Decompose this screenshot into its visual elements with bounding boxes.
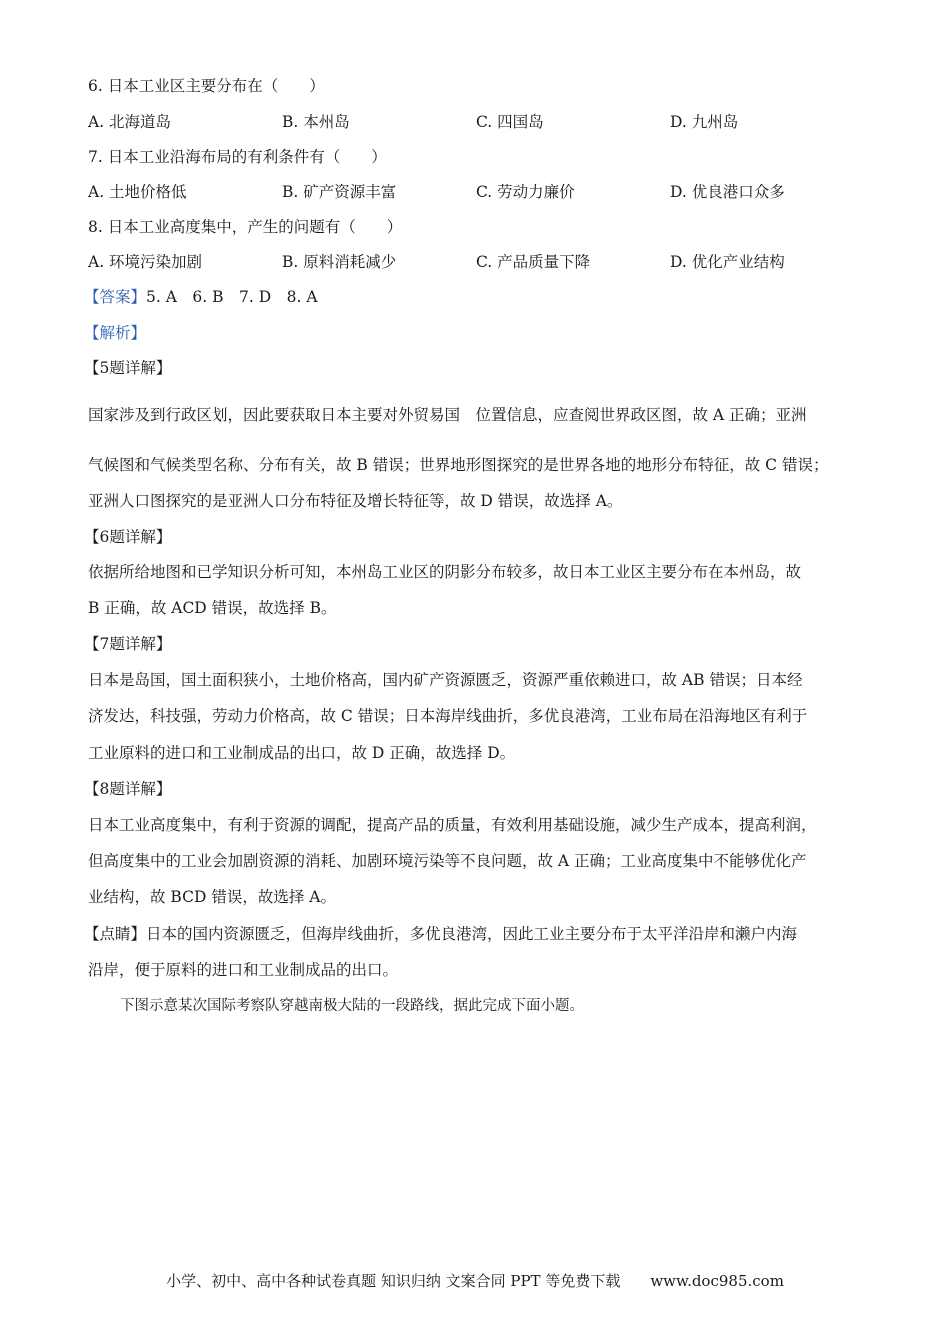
question-8-option-d: D. 优化产业结构 — [670, 253, 785, 271]
question-7-option-d: D. 优良港口众多 — [670, 183, 785, 201]
question-6-option-c: C. 四国岛 — [476, 113, 544, 131]
detail-5-line-1: 国家涉及到行政区划，因此要获取日本主要对外贸易国 位置信息，应查阅世界政区图，故 A 正确；亚洲 — [88, 406, 807, 424]
detail-6-line-2: B 正确，故 ACD 错误，故选择 B。 — [88, 599, 337, 617]
answer-row — [84, 287, 318, 307]
detail-5-line-2: 气候图和气候类型名称、分布有关，故 B 错误；世界地形图探究的是世界各地的地形分布特征，故 C 错误； — [88, 456, 829, 474]
tip-label: 【点睛】 — [84, 925, 147, 943]
detail-7-line-2: 济发达，科技强，劳动力价格高，故 C 错误；日本海岸线曲折，多优良港湾，工业布局在沿海地区有利于 — [88, 707, 808, 725]
answer-text: 5. A 6. B 7. D 8. A — [146, 288, 318, 306]
question-6-option-b: B. 本州岛 — [282, 113, 350, 131]
detail-8-line-1: 日本工业高度集中，有利于资源的调配，提高产品的质量，有效利用基础设施，减少生产成本，提高利润， — [88, 816, 817, 834]
answer-label: 【答案】 — [84, 288, 147, 306]
question-6-option-a: A. 北海道岛 — [88, 113, 172, 131]
question-7-option-b: B. 矿产资源丰富 — [282, 183, 397, 201]
question-7-stem: 7. 日本工业沿海布局的有利条件有（ ） — [88, 148, 387, 166]
question-8-stem: 8. 日本工业高度集中，产生的问题有（ ） — [88, 218, 403, 236]
question-7-option-a: A. 土地价格低 — [88, 183, 187, 201]
detail-8-line-2: 但高度集中的工业会加剧资源的消耗、加剧环境污染等不良问题，故 A 正确；工业高度集中不能够优化产 — [88, 852, 807, 870]
analysis-label: 【解析】 — [84, 324, 147, 342]
question-8-option-c: C. 产品质量下降 — [476, 253, 591, 271]
detail-5-title: 【5题详解】 — [84, 359, 172, 377]
tip-line-2: 沿岸，便于原料的进口和工业制成品的出口。 — [88, 961, 399, 979]
next-section-intro: 下图示意某次国际考察队穿越南极大陆的一段路线，据此完成下面小题。 — [120, 998, 584, 1014]
detail-7-line-1: 日本是岛国，国土面积狭小，土地价格高，国内矿产资源匮乏，资源严重依赖进口，故 AB 错误；日本经 — [88, 671, 803, 689]
detail-6-line-1: 依据所给地图和已学知识分析可知，本州岛工业区的阴影分布较多，故日本工业区主要分布在本州岛，故 — [88, 563, 802, 581]
tip-row — [84, 924, 797, 944]
detail-8-title: 【8题详解】 — [84, 780, 172, 798]
detail-7-title: 【7题详解】 — [84, 635, 172, 653]
page-footer: 小学、初中、高中各种试卷真题 知识归纳 文案合同 PPT 等免费下载 www.doc985.com — [166, 1272, 784, 1290]
detail-7-line-3: 工业原料的进口和工业制成品的出口，故 D 正确，故选择 D。 — [88, 744, 516, 762]
question-6-stem: 6. 日本工业区主要分布在（ ） — [88, 77, 325, 95]
tip-line-1: 日本的国内资源匮乏，但海岸线曲折，多优良港湾，因此工业主要分布于太平洋沿岸和濑户内海 — [146, 925, 798, 943]
detail-6-title: 【6题详解】 — [84, 528, 172, 546]
detail-5-line-3: 亚洲人口图探究的是亚洲人口分布特征及增长特征等，故 D 错误，故选择 A。 — [88, 492, 623, 510]
question-6-option-d: D. 九州岛 — [670, 113, 739, 131]
question-7-option-c: C. 劳动力廉价 — [476, 183, 575, 201]
detail-8-line-3: 业结构，故 BCD 错误，故选择 A。 — [88, 888, 336, 906]
question-8-option-b: B. 原料消耗减少 — [282, 253, 397, 271]
question-8-option-a: A. 环境污染加剧 — [88, 253, 203, 271]
